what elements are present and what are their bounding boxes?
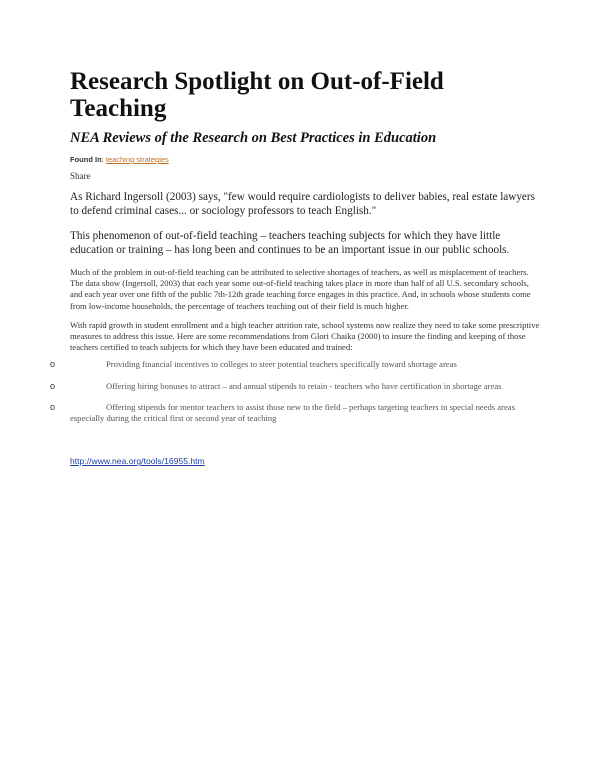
lead-paragraph-1: As Richard Ingersoll (2003) says, "few would require cardiologists to deliver babies, real estate lawyers to defend criminal cases... or sociology professors to teach English." [70,191,535,217]
bullet-circle-icon: o [50,380,56,391]
list-item-text: Offering stipends for mentor teachers to assist those new to the field – perhaps targeting teachers in special needs areas especially during the critical first or second year of teaching [70,401,515,424]
recommendation-list [50,359,540,424]
list-item [50,380,540,392]
share-link[interactable]: Share [70,171,91,181]
page-title: Research Spotlight on Out-of-Field Teaching [70,68,444,122]
list-item [50,401,540,424]
bullet-circle-icon: o [50,359,56,370]
found-in-link-teaching-strategies[interactable]: teaching strategies [105,155,169,164]
lead-paragraph-2: This phenomenon of out-of-field teaching – teachers teaching subjects for which they have little education or training – has long been and continues to be an important issue in our public schools. [70,230,510,256]
list-item-text: Offering hiring bonuses to attract – and annual stipends to retain - teachers who have certification in shortage areas [106,380,502,391]
list-item-text: Providing financial incentives to colleges to steer potential teachers specifically toward shortage areas [106,359,457,370]
found-in-colon: : [101,155,106,164]
body-paragraph-2: With rapid growth in student enrollment and a high teacher attrition rate, school systems now realize they need to take some prescriptive measures to address this issue. Here are some recommendations from Glori Chaika (2000) to insure the finding and keeping of those teachers certified to teach subjects for which they have been educated and trained: [70,319,540,353]
body-paragraph-1: Much of the problem in out-of-field teaching can be attributed to selective shortages of teachers, as well as misplacement of teachers. The data show (Ingersoll, 2003) that each year some out-of-field teaching takes place in more than half of all U.S. secondary schools, and each year over one fifth of the public 7th-12th grade teaching force engages in this practice. And, in schools whose students come from low-income households, the percentage of teachers teaching out of their field is much higher. [70,267,531,311]
found-in [70,155,540,164]
article [50,68,540,469]
list-item [50,359,540,370]
page-subtitle: NEA Reviews of the Research on Best Practices in Education [70,130,437,146]
source-url-link[interactable]: http://www.nea.org/tools/16955.htm [70,456,205,467]
bullet-circle-icon: o [50,401,56,412]
found-in-label: Found In [70,155,102,164]
